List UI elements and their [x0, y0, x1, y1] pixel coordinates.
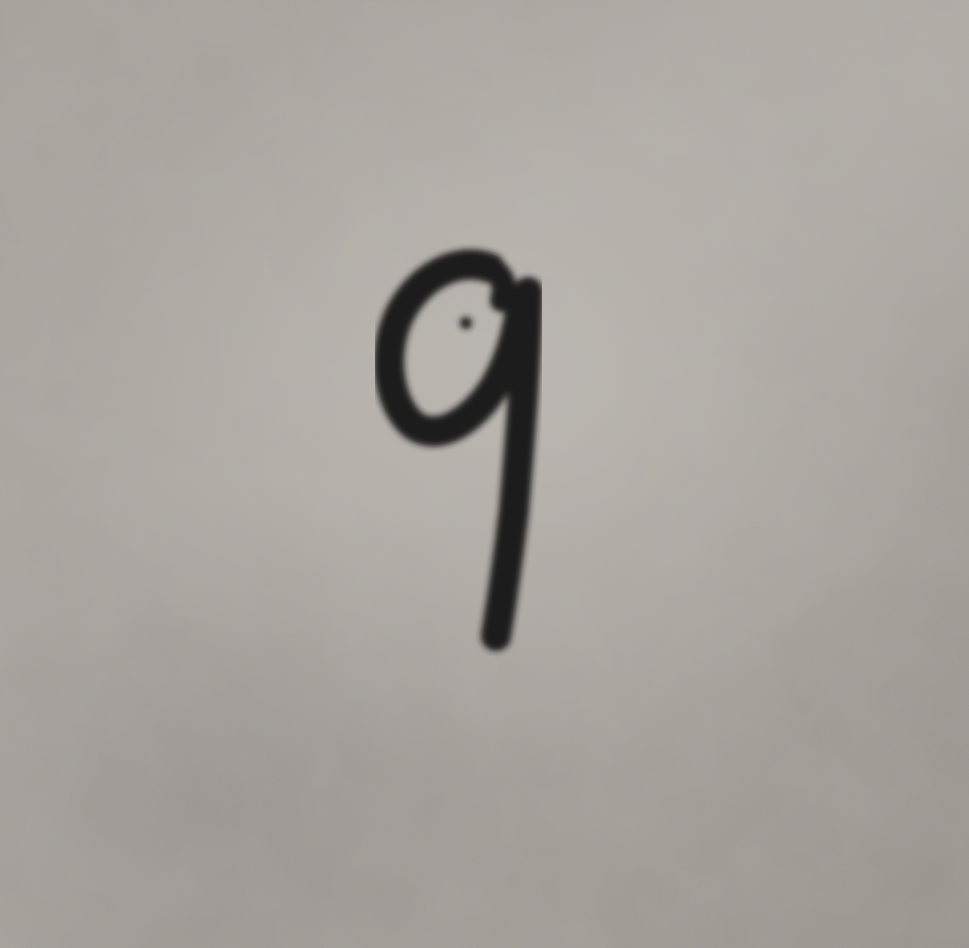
ink-dot [460, 317, 472, 329]
digit-top-stroke [482, 266, 504, 300]
